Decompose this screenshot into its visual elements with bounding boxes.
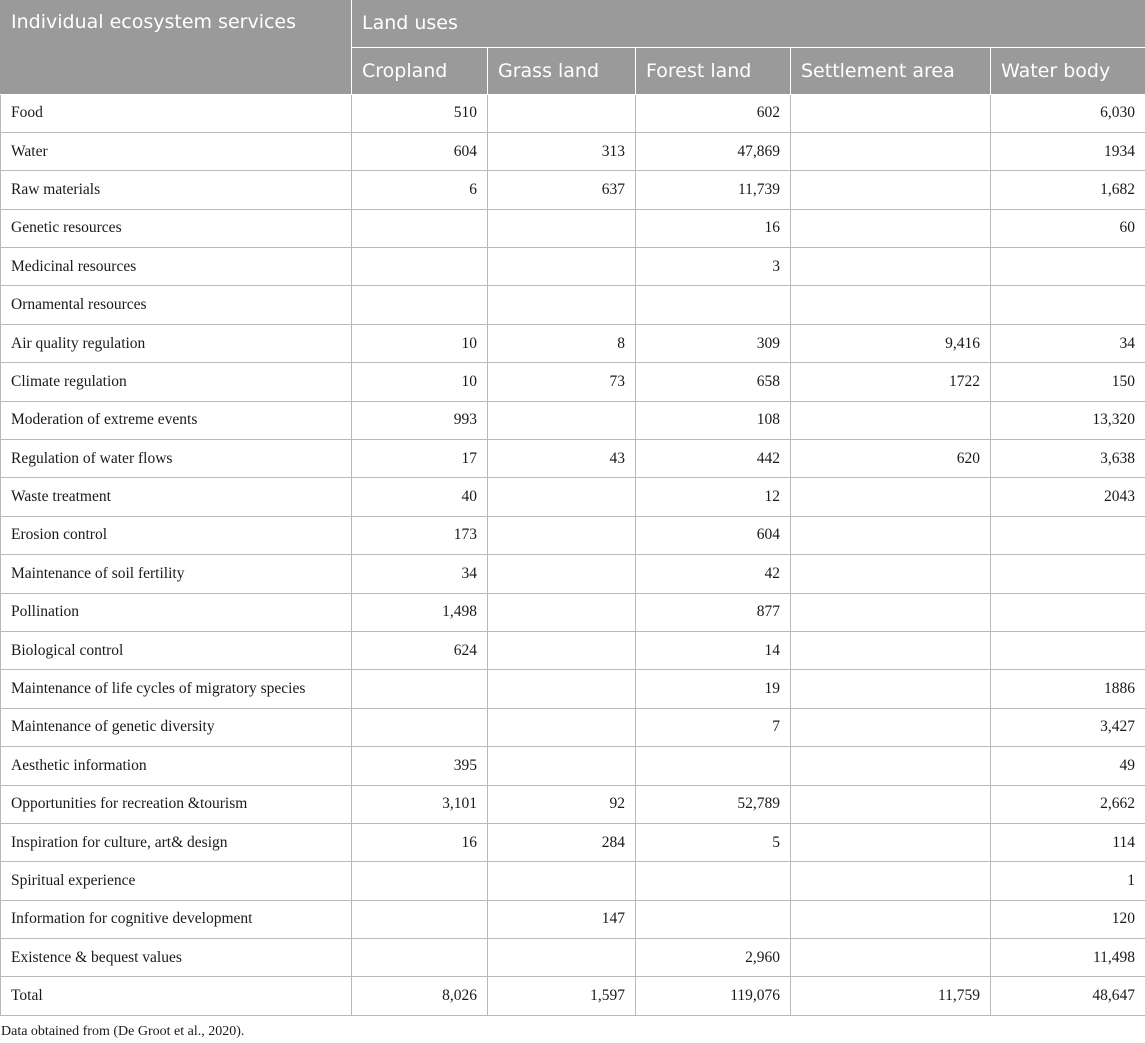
value-cell: 60 [991, 209, 1145, 247]
value-cell: 8,026 [352, 977, 488, 1015]
value-cell [352, 248, 488, 286]
value-cell [352, 708, 488, 746]
table-row [1, 862, 1145, 900]
service-cell: Inspiration for culture, art& design [1, 823, 352, 861]
value-cell [791, 862, 991, 900]
service-cell: Aesthetic information [1, 747, 352, 785]
value-cell [352, 670, 488, 708]
value-cell: 2043 [991, 478, 1145, 516]
value-cell: 604 [636, 516, 791, 554]
value-cell [488, 248, 636, 286]
table-row [1, 363, 1145, 401]
value-cell: 114 [991, 823, 1145, 861]
service-cell: Air quality regulation [1, 324, 352, 362]
value-cell [791, 747, 991, 785]
value-cell: 43 [488, 440, 636, 478]
value-cell [991, 286, 1145, 324]
table-row [1, 900, 1145, 938]
value-cell [488, 478, 636, 516]
value-cell [488, 401, 636, 439]
value-cell: 993 [352, 401, 488, 439]
value-cell [488, 209, 636, 247]
value-cell [791, 823, 991, 861]
table-row [1, 324, 1145, 362]
value-cell: 658 [636, 363, 791, 401]
table-row [1, 94, 1145, 132]
table-row [1, 977, 1145, 1015]
value-cell: 620 [791, 440, 991, 478]
value-cell: 14 [636, 631, 791, 669]
value-cell: 3,101 [352, 785, 488, 823]
column-header-water-body: Water body [991, 47, 1145, 94]
value-cell [488, 747, 636, 785]
value-cell [791, 939, 991, 977]
value-cell: 11,739 [636, 171, 791, 209]
value-cell [791, 286, 991, 324]
value-cell: 42 [636, 555, 791, 593]
table-row [1, 708, 1145, 746]
value-cell: 1,498 [352, 593, 488, 631]
value-cell: 92 [488, 785, 636, 823]
value-cell [636, 862, 791, 900]
table-row [1, 670, 1145, 708]
table-row [1, 478, 1145, 516]
value-cell [488, 593, 636, 631]
value-cell: 147 [488, 900, 636, 938]
value-cell: 1,682 [991, 171, 1145, 209]
value-cell: 8 [488, 324, 636, 362]
service-cell: Existence & bequest values [1, 939, 352, 977]
service-cell: Opportunities for recreation &tourism [1, 785, 352, 823]
column-header-cropland: Cropland [352, 47, 488, 94]
value-cell: 624 [352, 631, 488, 669]
column-header-forest-land: Forest land [636, 47, 791, 94]
service-cell: Erosion control [1, 516, 352, 554]
value-cell: 19 [636, 670, 791, 708]
column-header-settlement-area: Settlement area [791, 47, 991, 94]
value-cell: 150 [991, 363, 1145, 401]
value-cell: 1722 [791, 363, 991, 401]
table-row [1, 401, 1145, 439]
value-cell [791, 708, 991, 746]
table-row [1, 939, 1145, 977]
table-row [1, 132, 1145, 170]
table-row [1, 593, 1145, 631]
value-cell [488, 555, 636, 593]
value-cell: 12 [636, 478, 791, 516]
value-cell [488, 286, 636, 324]
table-row [1, 747, 1145, 785]
value-cell: 3 [636, 248, 791, 286]
service-cell: Food [1, 94, 352, 132]
value-cell [991, 248, 1145, 286]
value-cell [791, 593, 991, 631]
value-cell: 510 [352, 94, 488, 132]
value-cell: 173 [352, 516, 488, 554]
land-uses-group-header: Land uses [352, 0, 1145, 47]
value-cell: 1934 [991, 132, 1145, 170]
value-cell: 309 [636, 324, 791, 362]
value-cell [488, 862, 636, 900]
value-cell: 17 [352, 440, 488, 478]
value-cell: 604 [352, 132, 488, 170]
table-row [1, 555, 1145, 593]
table-row [1, 286, 1145, 324]
value-cell [791, 555, 991, 593]
service-cell: Regulation of water flows [1, 440, 352, 478]
service-cell: Climate regulation [1, 363, 352, 401]
value-cell: 5 [636, 823, 791, 861]
value-cell: 1 [991, 862, 1145, 900]
service-cell: Maintenance of genetic diversity [1, 708, 352, 746]
value-cell [352, 286, 488, 324]
value-cell [791, 171, 991, 209]
service-cell: Maintenance of soil fertility [1, 555, 352, 593]
value-cell: 1,597 [488, 977, 636, 1015]
value-cell: 120 [991, 900, 1145, 938]
value-cell: 602 [636, 94, 791, 132]
service-cell: Genetic resources [1, 209, 352, 247]
table-row [1, 248, 1145, 286]
value-cell [791, 900, 991, 938]
value-cell [791, 401, 991, 439]
value-cell [791, 478, 991, 516]
value-cell [636, 286, 791, 324]
value-cell [991, 631, 1145, 669]
value-cell: 34 [352, 555, 488, 593]
value-cell [352, 862, 488, 900]
value-cell [791, 670, 991, 708]
service-cell: Waste treatment [1, 478, 352, 516]
value-cell: 637 [488, 171, 636, 209]
value-cell [488, 670, 636, 708]
value-cell: 313 [488, 132, 636, 170]
value-cell [791, 248, 991, 286]
value-cell [488, 631, 636, 669]
table-row [1, 209, 1145, 247]
value-cell [352, 900, 488, 938]
service-cell: Moderation of extreme events [1, 401, 352, 439]
value-cell: 73 [488, 363, 636, 401]
value-cell: 442 [636, 440, 791, 478]
value-cell: 108 [636, 401, 791, 439]
table-row [1, 440, 1145, 478]
value-cell: 10 [352, 363, 488, 401]
table-row [1, 516, 1145, 554]
source-footnote: Data obtained from (De Groot et al., 2020). [1, 1024, 245, 1039]
service-cell: Maintenance of life cycles of migratory species [1, 670, 352, 708]
value-cell: 119,076 [636, 977, 791, 1015]
value-cell [991, 516, 1145, 554]
value-cell: 3,427 [991, 708, 1145, 746]
value-cell: 877 [636, 593, 791, 631]
value-cell [636, 900, 791, 938]
value-cell: 3,638 [991, 440, 1145, 478]
value-cell [488, 708, 636, 746]
service-cell: Information for cognitive development [1, 900, 352, 938]
value-cell: 6 [352, 171, 488, 209]
value-cell [636, 747, 791, 785]
column-header-grass-land: Grass land [488, 47, 636, 94]
value-cell: 11,498 [991, 939, 1145, 977]
value-cell: 40 [352, 478, 488, 516]
value-cell [791, 631, 991, 669]
service-cell: Raw materials [1, 171, 352, 209]
service-cell: Pollination [1, 593, 352, 631]
value-cell: 2,662 [991, 785, 1145, 823]
value-cell [488, 516, 636, 554]
value-cell [791, 785, 991, 823]
table-header [1, 0, 1145, 94]
service-cell: Water [1, 132, 352, 170]
value-cell: 10 [352, 324, 488, 362]
value-cell [791, 94, 991, 132]
value-cell: 48,647 [991, 977, 1145, 1015]
table-row [1, 171, 1145, 209]
value-cell: 52,789 [636, 785, 791, 823]
service-cell: Spiritual experience [1, 862, 352, 900]
value-cell: 47,869 [636, 132, 791, 170]
table-row [1, 785, 1145, 823]
value-cell [991, 555, 1145, 593]
table-row [1, 823, 1145, 861]
service-column-header: Individual ecosystem services [1, 0, 352, 94]
value-cell: 7 [636, 708, 791, 746]
value-cell [352, 939, 488, 977]
value-cell [791, 132, 991, 170]
service-cell: Ornamental resources [1, 286, 352, 324]
value-cell: 6,030 [991, 94, 1145, 132]
value-cell: 1886 [991, 670, 1145, 708]
value-cell: 284 [488, 823, 636, 861]
value-cell: 9,416 [791, 324, 991, 362]
value-cell [488, 94, 636, 132]
value-cell: 11,759 [791, 977, 991, 1015]
service-cell: Medicinal resources [1, 248, 352, 286]
value-cell [991, 593, 1145, 631]
table-body [1, 94, 1145, 1015]
value-cell: 34 [991, 324, 1145, 362]
value-cell [352, 209, 488, 247]
value-cell: 13,320 [991, 401, 1145, 439]
value-cell [791, 209, 991, 247]
table-row [1, 631, 1145, 669]
value-cell: 16 [636, 209, 791, 247]
value-cell [791, 516, 991, 554]
service-cell: Biological control [1, 631, 352, 669]
value-cell: 395 [352, 747, 488, 785]
value-cell: 16 [352, 823, 488, 861]
value-cell: 2,960 [636, 939, 791, 977]
value-cell [488, 939, 636, 977]
value-cell: 49 [991, 747, 1145, 785]
service-cell: Total [1, 977, 352, 1015]
